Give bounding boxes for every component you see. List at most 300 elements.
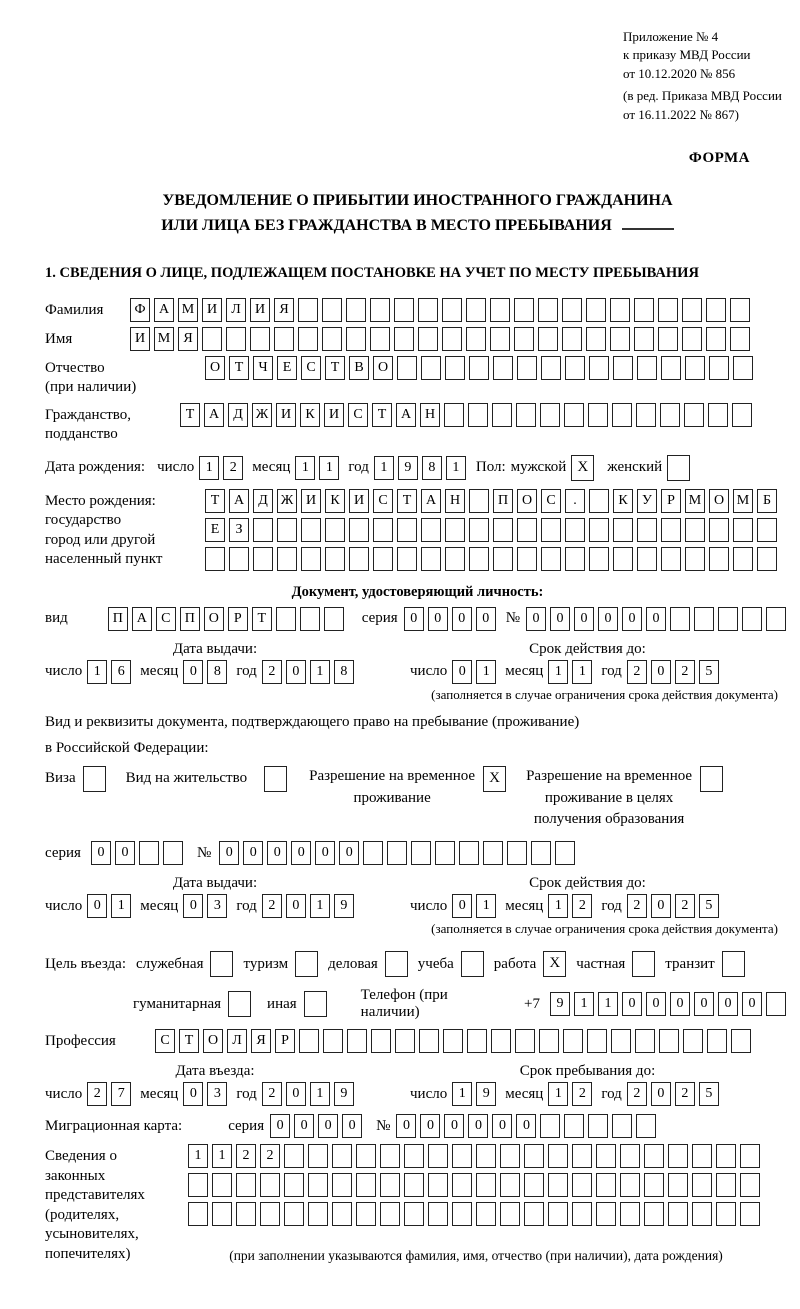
char-box[interactable]: Д [253, 489, 273, 513]
char-box[interactable] [588, 1114, 608, 1138]
char-box[interactable] [682, 298, 702, 322]
char-box[interactable] [718, 607, 738, 631]
char-box[interactable] [419, 1029, 439, 1053]
char-box[interactable] [636, 403, 656, 427]
char-box[interactable]: 2 [675, 660, 695, 684]
char-box[interactable] [444, 403, 464, 427]
purpose-work-checkbox[interactable]: X [543, 951, 566, 977]
char-box[interactable] [421, 518, 441, 542]
char-box[interactable] [531, 841, 551, 865]
char-box[interactable]: 1 [310, 1082, 330, 1106]
char-box[interactable] [661, 356, 681, 380]
char-box[interactable] [637, 356, 657, 380]
char-box[interactable] [733, 547, 753, 571]
char-box[interactable]: А [154, 298, 174, 322]
char-box[interactable]: 0 [91, 841, 111, 865]
char-box[interactable]: . [565, 489, 585, 513]
char-box[interactable]: Н [420, 403, 440, 427]
char-box[interactable] [301, 518, 321, 542]
char-box[interactable]: 1 [188, 1144, 208, 1168]
char-box[interactable] [565, 356, 585, 380]
char-box[interactable] [524, 1144, 544, 1168]
char-box[interactable] [459, 841, 479, 865]
char-box[interactable] [572, 1144, 592, 1168]
char-box[interactable]: А [421, 489, 441, 513]
purpose-study-checkbox[interactable] [461, 951, 484, 977]
char-box[interactable]: 8 [422, 456, 442, 480]
char-box[interactable]: 1 [598, 992, 618, 1016]
char-box[interactable]: 2 [627, 894, 647, 918]
char-box[interactable] [610, 298, 630, 322]
char-box[interactable] [500, 1144, 520, 1168]
char-box[interactable] [731, 1029, 751, 1053]
char-box[interactable] [467, 1029, 487, 1053]
char-box[interactable]: 0 [428, 607, 448, 631]
char-box[interactable] [668, 1144, 688, 1168]
char-box[interactable] [733, 518, 753, 542]
char-box[interactable]: 0 [183, 1082, 203, 1106]
char-box[interactable] [332, 1173, 352, 1197]
char-box[interactable] [517, 518, 537, 542]
char-box[interactable] [492, 403, 512, 427]
char-box[interactable]: 1 [87, 660, 107, 684]
char-box[interactable]: Ж [277, 489, 297, 513]
char-box[interactable]: 1 [476, 660, 496, 684]
char-box[interactable]: 2 [262, 660, 282, 684]
char-box[interactable]: 0 [694, 992, 714, 1016]
char-box[interactable] [299, 1029, 319, 1053]
char-box[interactable]: Р [275, 1029, 295, 1053]
char-box[interactable]: Я [178, 327, 198, 351]
char-box[interactable] [541, 518, 561, 542]
char-box[interactable] [466, 298, 486, 322]
char-box[interactable] [347, 1029, 367, 1053]
char-box[interactable]: 9 [550, 992, 570, 1016]
char-box[interactable]: М [178, 298, 198, 322]
char-box[interactable] [596, 1144, 616, 1168]
char-box[interactable] [644, 1173, 664, 1197]
char-box[interactable] [644, 1144, 664, 1168]
char-box[interactable] [572, 1202, 592, 1226]
char-box[interactable] [548, 1173, 568, 1197]
char-box[interactable]: 9 [476, 1082, 496, 1106]
char-box[interactable]: Н [445, 489, 465, 513]
char-box[interactable] [637, 547, 657, 571]
char-box[interactable] [692, 1173, 712, 1197]
char-box[interactable]: 0 [718, 992, 738, 1016]
char-box[interactable]: 1 [319, 456, 339, 480]
char-box[interactable] [188, 1202, 208, 1226]
char-box[interactable] [588, 403, 608, 427]
char-box[interactable] [507, 841, 527, 865]
char-box[interactable]: С [156, 607, 176, 631]
purpose-other-checkbox[interactable] [304, 991, 327, 1017]
char-box[interactable] [620, 1173, 640, 1197]
char-box[interactable]: О [373, 356, 393, 380]
char-box[interactable] [226, 327, 246, 351]
char-box[interactable] [500, 1173, 520, 1197]
residence-permit-checkbox[interactable] [264, 766, 287, 792]
char-box[interactable]: 0 [267, 841, 287, 865]
char-box[interactable]: 3 [207, 894, 227, 918]
char-box[interactable]: 0 [516, 1114, 536, 1138]
char-box[interactable]: 0 [492, 1114, 512, 1138]
char-box[interactable]: 5 [699, 894, 719, 918]
char-box[interactable] [253, 547, 273, 571]
char-box[interactable]: М [154, 327, 174, 351]
char-box[interactable] [586, 327, 606, 351]
char-box[interactable] [397, 518, 417, 542]
char-box[interactable]: 0 [339, 841, 359, 865]
char-box[interactable]: П [180, 607, 200, 631]
char-box[interactable]: 2 [262, 1082, 282, 1106]
char-box[interactable] [514, 298, 534, 322]
char-box[interactable]: 0 [452, 894, 472, 918]
char-box[interactable] [613, 356, 633, 380]
char-box[interactable]: 0 [742, 992, 762, 1016]
char-box[interactable] [757, 547, 777, 571]
char-box[interactable]: 0 [468, 1114, 488, 1138]
char-box[interactable]: 2 [572, 1082, 592, 1106]
char-box[interactable] [490, 298, 510, 322]
purpose-transit-checkbox[interactable] [722, 951, 745, 977]
char-box[interactable] [212, 1173, 232, 1197]
char-box[interactable] [139, 841, 159, 865]
char-box[interactable]: О [709, 489, 729, 513]
char-box[interactable]: 2 [572, 894, 592, 918]
char-box[interactable] [188, 1173, 208, 1197]
char-box[interactable]: 0 [476, 607, 496, 631]
char-box[interactable] [421, 356, 441, 380]
char-box[interactable]: И [250, 298, 270, 322]
char-box[interactable] [682, 327, 702, 351]
char-box[interactable] [538, 327, 558, 351]
char-box[interactable] [442, 327, 462, 351]
char-box[interactable] [476, 1144, 496, 1168]
char-box[interactable]: 0 [286, 1082, 306, 1106]
char-box[interactable] [476, 1173, 496, 1197]
char-box[interactable]: 1 [374, 456, 394, 480]
char-box[interactable] [332, 1144, 352, 1168]
char-box[interactable] [380, 1144, 400, 1168]
char-box[interactable]: И [276, 403, 296, 427]
sex-male-checkbox[interactable]: X [571, 455, 594, 481]
char-box[interactable]: И [301, 489, 321, 513]
char-box[interactable]: Т [229, 356, 249, 380]
char-box[interactable] [452, 1202, 472, 1226]
char-box[interactable]: 0 [286, 660, 306, 684]
char-box[interactable] [685, 518, 705, 542]
char-box[interactable] [421, 547, 441, 571]
char-box[interactable]: 0 [651, 660, 671, 684]
char-box[interactable] [428, 1202, 448, 1226]
char-box[interactable]: О [205, 356, 225, 380]
char-box[interactable]: Т [325, 356, 345, 380]
char-box[interactable] [661, 547, 681, 571]
char-box[interactable] [740, 1144, 760, 1168]
char-box[interactable]: 1 [572, 660, 592, 684]
char-box[interactable] [612, 1114, 632, 1138]
char-box[interactable] [428, 1173, 448, 1197]
char-box[interactable]: 0 [243, 841, 263, 865]
char-box[interactable] [346, 298, 366, 322]
char-box[interactable] [356, 1202, 376, 1226]
char-box[interactable] [298, 298, 318, 322]
char-box[interactable] [397, 356, 417, 380]
char-box[interactable]: 1 [574, 992, 594, 1016]
char-box[interactable]: 8 [207, 660, 227, 684]
char-box[interactable]: 1 [212, 1144, 232, 1168]
char-box[interactable] [394, 327, 414, 351]
char-box[interactable]: 7 [111, 1082, 131, 1106]
char-box[interactable]: 0 [452, 607, 472, 631]
char-box[interactable]: 0 [404, 607, 424, 631]
char-box[interactable] [260, 1173, 280, 1197]
char-box[interactable]: Ч [253, 356, 273, 380]
char-box[interactable]: 1 [446, 456, 466, 480]
char-box[interactable] [418, 327, 438, 351]
char-box[interactable]: 1 [199, 456, 219, 480]
char-box[interactable] [445, 356, 465, 380]
char-box[interactable]: Ф [130, 298, 150, 322]
char-box[interactable] [564, 403, 584, 427]
char-box[interactable] [349, 518, 369, 542]
char-box[interactable] [730, 298, 750, 322]
purpose-business-checkbox[interactable] [385, 951, 408, 977]
char-box[interactable] [517, 547, 537, 571]
char-box[interactable]: 0 [574, 607, 594, 631]
char-box[interactable]: 2 [223, 456, 243, 480]
char-box[interactable] [516, 403, 536, 427]
char-box[interactable]: С [348, 403, 368, 427]
char-box[interactable] [325, 547, 345, 571]
char-box[interactable]: 1 [548, 660, 568, 684]
char-box[interactable]: 2 [627, 1082, 647, 1106]
char-box[interactable] [613, 518, 633, 542]
char-box[interactable] [589, 356, 609, 380]
char-box[interactable]: 2 [87, 1082, 107, 1106]
char-box[interactable] [540, 1114, 560, 1138]
char-box[interactable] [668, 1173, 688, 1197]
char-box[interactable]: 1 [310, 660, 330, 684]
char-box[interactable] [572, 1173, 592, 1197]
char-box[interactable]: 5 [699, 660, 719, 684]
char-box[interactable] [394, 298, 414, 322]
char-box[interactable]: 0 [526, 607, 546, 631]
char-box[interactable] [637, 518, 657, 542]
char-box[interactable] [589, 547, 609, 571]
char-box[interactable] [661, 518, 681, 542]
char-box[interactable] [325, 518, 345, 542]
purpose-humanitarian-checkbox[interactable] [228, 991, 251, 1017]
char-box[interactable] [766, 607, 786, 631]
char-box[interactable] [589, 489, 609, 513]
char-box[interactable]: Т [372, 403, 392, 427]
char-box[interactable]: М [733, 489, 753, 513]
char-box[interactable] [442, 298, 462, 322]
char-box[interactable] [346, 327, 366, 351]
char-box[interactable] [596, 1173, 616, 1197]
char-box[interactable] [524, 1202, 544, 1226]
char-box[interactable] [373, 547, 393, 571]
char-box[interactable] [284, 1144, 304, 1168]
char-box[interactable] [298, 327, 318, 351]
char-box[interactable]: 2 [675, 894, 695, 918]
char-box[interactable]: О [517, 489, 537, 513]
char-box[interactable] [443, 1029, 463, 1053]
char-box[interactable]: 0 [183, 894, 203, 918]
char-box[interactable] [564, 1114, 584, 1138]
char-box[interactable]: 0 [622, 607, 642, 631]
char-box[interactable]: 1 [476, 894, 496, 918]
char-box[interactable]: К [325, 489, 345, 513]
char-box[interactable] [411, 841, 431, 865]
char-box[interactable] [683, 1029, 703, 1053]
char-box[interactable] [660, 403, 680, 427]
char-box[interactable] [766, 992, 786, 1016]
char-box[interactable] [620, 1144, 640, 1168]
char-box[interactable] [541, 356, 561, 380]
char-box[interactable] [418, 298, 438, 322]
char-box[interactable]: 1 [310, 894, 330, 918]
char-box[interactable]: 2 [236, 1144, 256, 1168]
char-box[interactable]: 0 [651, 1082, 671, 1106]
char-box[interactable] [301, 547, 321, 571]
char-box[interactable] [732, 403, 752, 427]
char-box[interactable] [404, 1202, 424, 1226]
char-box[interactable]: 1 [548, 1082, 568, 1106]
char-box[interactable]: Е [205, 518, 225, 542]
char-box[interactable] [468, 403, 488, 427]
char-box[interactable] [445, 547, 465, 571]
char-box[interactable] [540, 403, 560, 427]
char-box[interactable] [611, 1029, 631, 1053]
char-box[interactable] [349, 547, 369, 571]
char-box[interactable]: 1 [548, 894, 568, 918]
char-box[interactable]: 9 [334, 894, 354, 918]
char-box[interactable]: Л [226, 298, 246, 322]
char-box[interactable] [466, 327, 486, 351]
char-box[interactable] [562, 298, 582, 322]
char-box[interactable]: 0 [444, 1114, 464, 1138]
char-box[interactable] [332, 1202, 352, 1226]
char-box[interactable]: 9 [398, 456, 418, 480]
char-box[interactable]: И [130, 327, 150, 351]
char-box[interactable] [644, 1202, 664, 1226]
char-box[interactable] [274, 327, 294, 351]
char-box[interactable] [363, 841, 383, 865]
char-box[interactable] [373, 518, 393, 542]
char-box[interactable] [370, 327, 390, 351]
sex-female-checkbox[interactable] [667, 455, 690, 481]
char-box[interactable] [596, 1202, 616, 1226]
char-box[interactable] [490, 327, 510, 351]
char-box[interactable] [229, 547, 249, 571]
char-box[interactable]: А [229, 489, 249, 513]
char-box[interactable]: Р [228, 607, 248, 631]
char-box[interactable] [658, 327, 678, 351]
char-box[interactable] [380, 1202, 400, 1226]
char-box[interactable]: 0 [270, 1114, 290, 1138]
char-box[interactable] [716, 1173, 736, 1197]
char-box[interactable] [445, 518, 465, 542]
char-box[interactable] [563, 1029, 583, 1053]
char-box[interactable] [370, 298, 390, 322]
char-box[interactable] [236, 1173, 256, 1197]
char-box[interactable] [589, 518, 609, 542]
char-box[interactable] [469, 547, 489, 571]
char-box[interactable] [716, 1144, 736, 1168]
char-box[interactable] [694, 607, 714, 631]
char-box[interactable]: 1 [111, 894, 131, 918]
char-box[interactable] [658, 298, 678, 322]
char-box[interactable] [356, 1173, 376, 1197]
char-box[interactable]: И [349, 489, 369, 513]
char-box[interactable] [253, 518, 273, 542]
char-box[interactable] [356, 1144, 376, 1168]
char-box[interactable] [284, 1173, 304, 1197]
char-box[interactable]: Л [227, 1029, 247, 1053]
char-box[interactable] [469, 518, 489, 542]
char-box[interactable] [404, 1144, 424, 1168]
char-box[interactable] [500, 1202, 520, 1226]
char-box[interactable] [322, 327, 342, 351]
char-box[interactable] [612, 403, 632, 427]
char-box[interactable] [469, 356, 489, 380]
char-box[interactable] [565, 547, 585, 571]
char-box[interactable]: Р [661, 489, 681, 513]
char-box[interactable] [685, 547, 705, 571]
char-box[interactable] [163, 841, 183, 865]
char-box[interactable]: 0 [87, 894, 107, 918]
char-box[interactable] [539, 1029, 559, 1053]
char-box[interactable]: З [229, 518, 249, 542]
char-box[interactable]: С [373, 489, 393, 513]
char-box[interactable]: Б [757, 489, 777, 513]
char-box[interactable] [404, 1173, 424, 1197]
char-box[interactable] [708, 403, 728, 427]
char-box[interactable]: 2 [260, 1144, 280, 1168]
char-box[interactable]: 0 [219, 841, 239, 865]
char-box[interactable] [300, 607, 320, 631]
char-box[interactable]: 0 [315, 841, 335, 865]
char-box[interactable] [706, 327, 726, 351]
char-box[interactable]: 0 [291, 841, 311, 865]
char-box[interactable]: О [203, 1029, 223, 1053]
char-box[interactable]: П [108, 607, 128, 631]
char-box[interactable]: 0 [622, 992, 642, 1016]
char-box[interactable] [491, 1029, 511, 1053]
char-box[interactable]: Е [277, 356, 297, 380]
char-box[interactable] [541, 547, 561, 571]
char-box[interactable] [387, 841, 407, 865]
char-box[interactable] [706, 298, 726, 322]
char-box[interactable] [610, 327, 630, 351]
char-box[interactable] [684, 403, 704, 427]
char-box[interactable] [493, 547, 513, 571]
char-box[interactable] [483, 841, 503, 865]
char-box[interactable] [212, 1202, 232, 1226]
char-box[interactable] [395, 1029, 415, 1053]
char-box[interactable] [565, 518, 585, 542]
char-box[interactable]: Я [251, 1029, 271, 1053]
char-box[interactable]: 2 [627, 660, 647, 684]
char-box[interactable]: А [396, 403, 416, 427]
char-box[interactable] [709, 518, 729, 542]
char-box[interactable]: 0 [342, 1114, 362, 1138]
char-box[interactable]: С [541, 489, 561, 513]
temp-residence-checkbox[interactable]: X [483, 766, 506, 792]
